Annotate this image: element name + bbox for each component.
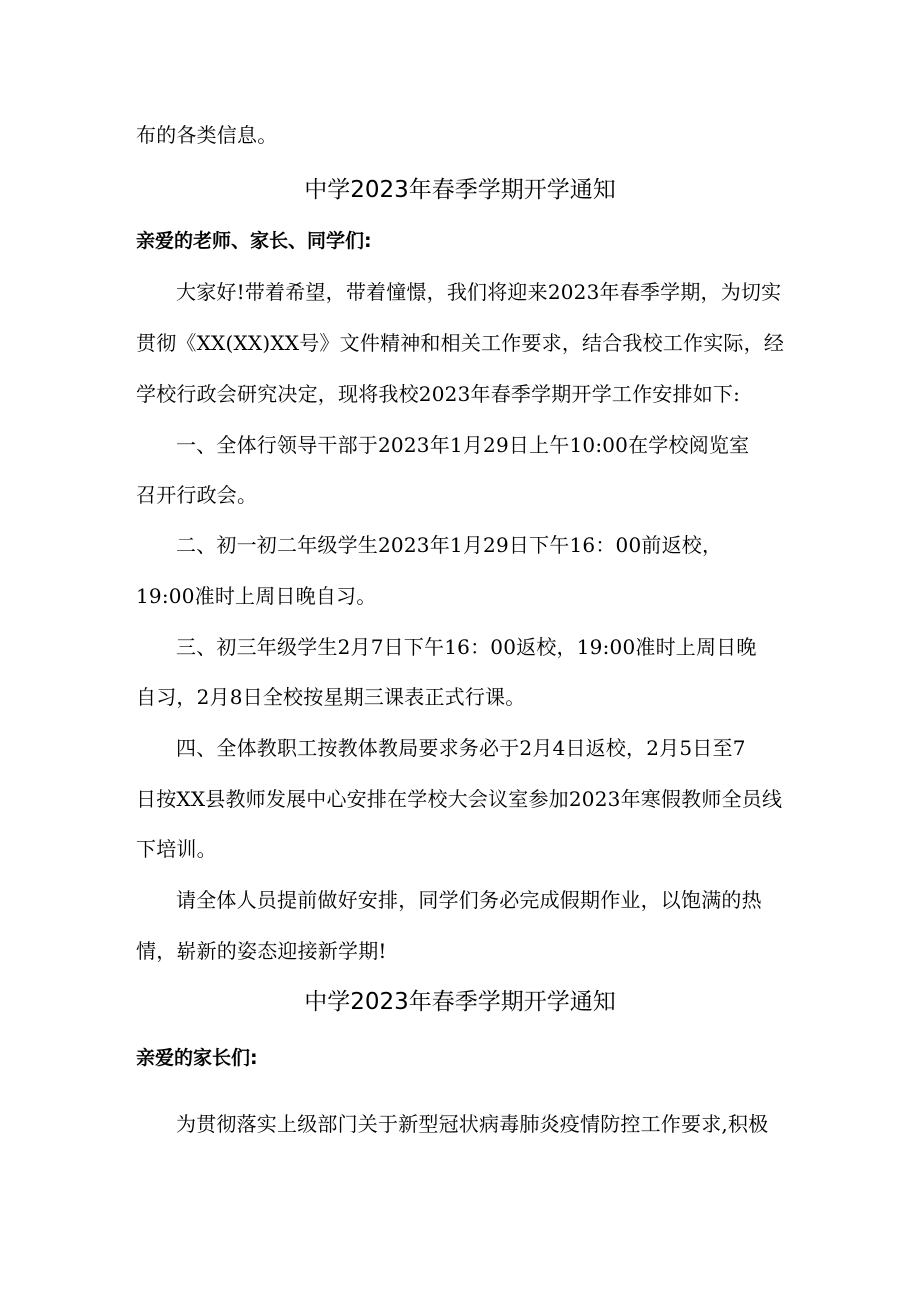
notice1-line: 下培训。 [136,837,217,861]
notice1-line: 召开行政会。 [136,483,258,507]
notice2-salutation: 亲爱的家长们: [136,1047,258,1069]
notice1-line: 日按XX县教师发展中心安排在学校大会议室参加2023年寒假教师全员线 [136,787,783,811]
notice1-line: 19:00准时上周日晚自习。 [136,584,377,608]
notice1-title: 中学2023年春季学期开学通知 [304,177,616,203]
notice1-line: 四、全体教职工按教体教局要求务必于2月4日返校，2月5日至7 [176,736,746,760]
notice2-title: 中学2023年春季学期开学通知 [304,989,616,1015]
notice1-line: 二、初一初二年级学生2023年1月29日下午16：00前返校， [176,533,723,557]
notice1-line: 大家好!带着希望，带着憧憬，我们将迎来2023年春季学期，为切实 [176,280,782,304]
notice1-salutation: 亲爱的老师、家长、同学们: [136,230,372,252]
notice1-line: 请全体人员提前做好安排，同学们务必完成假期作业，以饱满的热 [176,888,762,912]
notice1-line: 情，崭新的姿态迎接新学期! [136,939,387,963]
notice1-line: 三、初三年级学生2月7日下午16：00返校，19:00准时上周日晚 [176,635,757,659]
notice1-line: 学校行政会研究决定，现将我校2023年春季学期开学工作安排如下: [136,382,741,406]
continuation-text: 布的各类信息。 [136,123,278,147]
notice1-line: 自习，2月8日全校按星期三课表正式行课。 [136,685,526,709]
notice1-line: 贯彻《XX(XX)XX号》文件精神和相关工作要求，结合我校工作实际，经 [136,331,785,355]
notice2-line: 为贯彻落实上级部门关于新型冠状病毒肺炎疫情防控工作要求,积极 [176,1112,769,1136]
notice1-line: 一、全体行领导干部于2023年1月29日上午10:00在学校阅览室 [176,433,750,457]
